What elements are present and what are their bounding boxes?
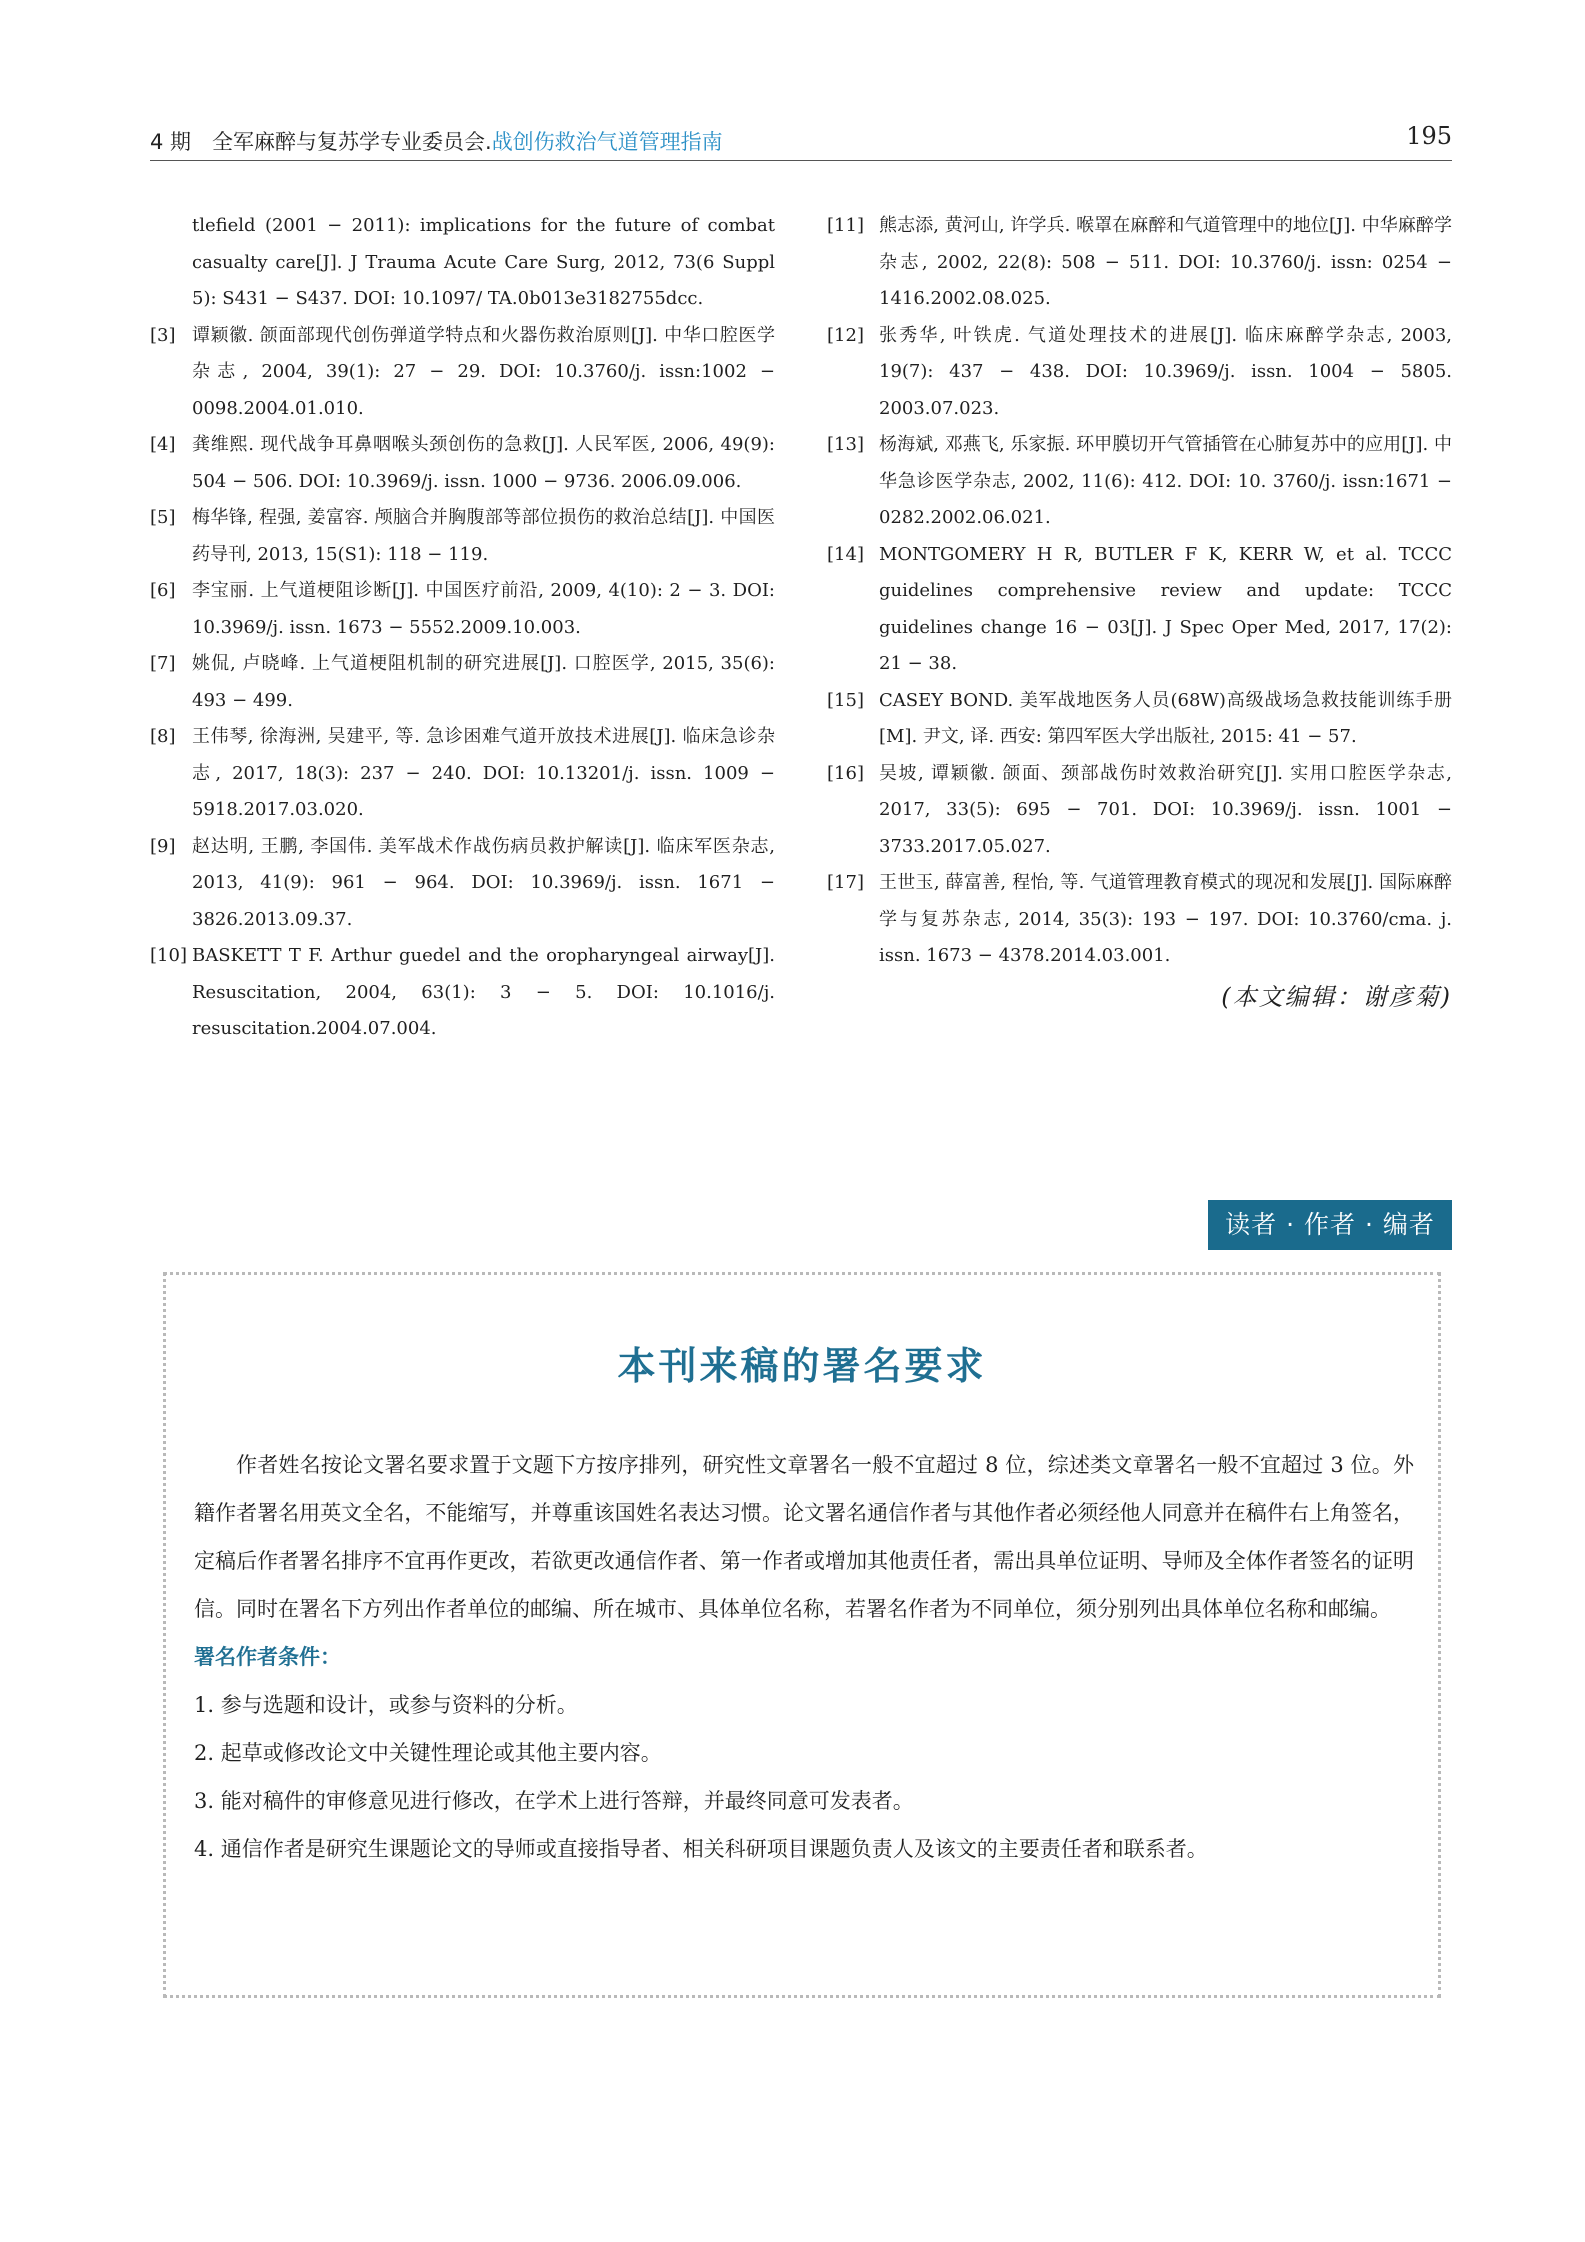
reference-item <box>827 756 1452 866</box>
reference-item <box>827 537 1452 683</box>
reference-item <box>150 646 775 719</box>
reference-number: [ 10 ] <box>150 938 187 975</box>
reference-text: tlefield (2001 − 2011): implications for the future of combat casualty care[J]. J Trauma Acute Care Surg, 2012, 73(6 Suppl 5): S431 − S437. DOI: 10.1097/ TA.0b013e3182755dcc. <box>192 215 775 309</box>
reference-text: 赵达明, 王鹏, 李国伟. 美军战术作战伤病员救护解读[J]. 临床军医杂志, 2013, 41(9): 961 − 964. DOI: 10.3969/j. issn. 1671 − 3826.2013.09.37. <box>192 835 775 930</box>
notice-body <box>194 1441 1414 1873</box>
reference-item <box>827 208 1452 318</box>
condition-item: 4. 通信作者是研究生课题论文的导师或直接指导者、相关科研项目课题负责人及该文的主要责任者和联系者。 <box>194 1837 1208 1861</box>
reference-number: [ 8 ] <box>150 719 176 756</box>
reference-item <box>827 683 1452 756</box>
notice-title: 本刊来稿的署名要求 <box>617 1344 987 1388</box>
page-number: 195 <box>1406 122 1452 150</box>
reference-number: [ 3 ] <box>150 318 176 355</box>
reference-text: 龚维熙. 现代战争耳鼻咽喉头颈创伤的急救[J]. 人民军医, 2006, 49(9): 504 − 506. DOI: 10.3969/j. issn. 1000 − 9736. 2006.09.006. <box>192 434 775 492</box>
reference-number: [ 12 ] <box>827 318 864 355</box>
reference-text: 熊志添, 黄河山, 许学兵. 喉罩在麻醉和气道管理中的地位[J]. 中华麻醉学杂志, 2002, 22(8): 508 − 511. DOI: 10.3760/j. issn: 0254 − 1416.2002.08.025. <box>879 215 1452 309</box>
header-author-text: 全军麻醉与复苏学专业委员会. <box>212 130 492 154</box>
reference-number: [ 9 ] <box>150 829 176 866</box>
reference-number: [ 14 ] <box>827 537 864 574</box>
reference-item <box>150 573 775 646</box>
reference-text: 王世玉, 薛富善, 程怡, 等. 气道管理教育模式的现况和发展[J]. 国际麻醉学与复苏杂志, 2014, 35(3): 193 − 197. DOI: 10.3760/cma. j. issn. 1673 − 4378.2014.03.001. <box>879 872 1452 966</box>
condition-item: 1. 参与选题和设计，或参与资料的分析。 <box>194 1693 578 1717</box>
condition-item: 3. 能对稿件的审修意见进行修改，在学术上进行答辩，并最终同意可发表者。 <box>194 1789 914 1813</box>
reference-text: 吴坡, 谭颖徽. 颌面、颈部战伤时效救治研究[J]. 实用口腔医学杂志, 2017, 33(5): 695 − 701. DOI: 10.3969/j. issn. 1001 − 3733.2017.05.027. <box>879 762 1452 857</box>
reference-item <box>150 500 775 573</box>
references-left-column <box>150 208 775 1048</box>
reference-number: [ 17 ] <box>827 865 864 902</box>
reference-text: 梅华锋, 程强, 姜富容. 颅脑合并胸腹部等部位损伤的救治总结[J]. 中国医药导刊, 2013, 15(S1): 118 − 119. <box>192 507 775 565</box>
reference-text: 张秀华, 叶铁虎. 气道处理技术的进展[J]. 临床麻醉学杂志, 2003, 19(7): 437 − 438. DOI: 10.3969/j. issn. 1004 − 5805. 2003.07.023. <box>879 324 1452 419</box>
reference-text: 李宝丽. 上气道梗阻诊断[J]. 中国医疗前沿, 2009, 4(10): 2 − 3. DOI: 10.3969/j. issn. 1673 − 5552.2009.10.003. <box>192 580 775 638</box>
reference-number: [ 4 ] <box>150 427 176 464</box>
reference-number: [ 5 ] <box>150 500 176 537</box>
condition-item: 2. 起草或修改论文中关键性理论或其他主要内容。 <box>194 1741 662 1765</box>
reference-item <box>150 938 775 1048</box>
reference-text: 杨海斌, 邓燕飞, 乐家振. 环甲膜切开气管插管在心肺复苏中的应用[J]. 中华急诊医学杂志, 2002, 11(6): 412. DOI: 10. 3760/j. issn:1671 − 0282.2002.06.021. <box>879 434 1452 528</box>
reference-number: [ 11 ] <box>827 208 864 245</box>
editor-note: (本文编辑：谢彦菊) <box>1221 982 1452 1011</box>
section-badge: 读者 · 作者 · 编者 <box>1208 1200 1452 1250</box>
reference-text: CASEY BOND. 美军战地医务人员(68W)高级战场急救技能训练手册[M]. 尹文, 译. 西安: 第四军医大学出版社, 2015: 41 − 57. <box>879 689 1452 747</box>
reference-number: [ 16 ] <box>827 756 864 793</box>
reference-item <box>150 208 775 318</box>
reference-text: 姚侃, 卢晓峰. 上气道梗阻机制的研究进展[J]. 口腔医学, 2015, 35(6): 493 − 499. <box>192 653 775 711</box>
reference-item <box>827 318 1452 428</box>
reference-item <box>150 427 775 500</box>
reference-text: MONTGOMERY H R, BUTLER F K, KERR W, et al. TCCC guidelines comprehensive review and update: TCCC guidelines change 16 − 03[J]. J Spec Oper Med, 2017, 17(2): 21 − 38. <box>879 543 1452 674</box>
reference-item <box>827 865 1452 975</box>
header-article-title: 战创伤救治气道管理指南 <box>491 130 723 154</box>
header-authors <box>212 126 723 156</box>
reference-item <box>150 318 775 428</box>
issue-number: 4 期 <box>150 130 192 154</box>
references-right-column <box>827 208 1452 1015</box>
reference-number: [ 15 ] <box>827 683 864 720</box>
notice-paragraph: 作者姓名按论文署名要求置于文题下方按序排列，研究性文章署名一般不宜超过 8 位，综述类文章署名一般不宜超过 3 位。外籍作者署名用英文全名，不能缩写，并尊重该国姓名表达习惯。论文署名通信作者与其他作者必须经他人同意并在稿件右上角签名，定稿后作者署名排序不宜再作更改，若欲更改通信作者、第一作者或增加其他责任者，需出具单位证明、导师及全体作者签名的证明信。同时在署名下方列出作者单位的邮编、所在城市、具体单位名称，若署名作者为不同单位，须分别列出具体单位名称和邮编。 <box>194 1453 1414 1621</box>
reference-item <box>827 427 1452 537</box>
reference-number: [ 7 ] <box>150 646 176 683</box>
notice-box <box>163 1272 1441 1998</box>
reference-text: 谭颖徽. 颌面部现代创伤弹道学特点和火器伤救治原则[J]. 中华口腔医学杂志, 2004, 39(1): 27 − 29. DOI: 10.3760/j. issn:1002 − 0098.2004.01.010. <box>192 324 775 419</box>
reference-number: [ 13 ] <box>827 427 864 464</box>
reference-text: BASKETT T F. Arthur guedel and the oropharyngeal airway[J]. Resuscitation, 2004, 63(1): 3 − 5. DOI: 10.1016/j. resuscitation.2004.07.004. <box>192 945 775 1039</box>
reference-item <box>150 829 775 939</box>
reference-number: [ 6 ] <box>150 573 176 610</box>
reference-item <box>150 719 775 829</box>
reference-text: 王伟琴, 徐海洲, 吴建平, 等. 急诊困难气道开放技术进展[J]. 临床急诊杂志, 2017, 18(3): 237 − 240. DOI: 10.13201/j. issn. 1009 − 5918.2017.03.020. <box>192 726 775 820</box>
conditions-heading: 署名作者条件： <box>194 1645 341 1669</box>
running-header <box>150 118 1452 161</box>
